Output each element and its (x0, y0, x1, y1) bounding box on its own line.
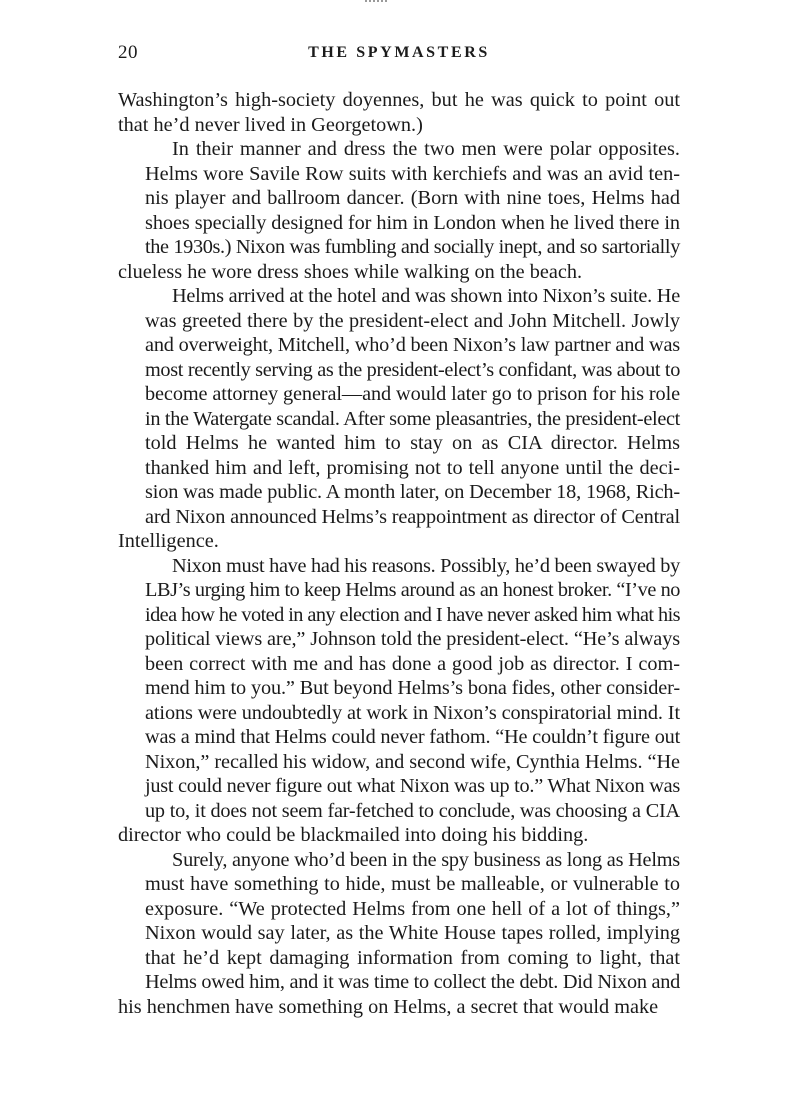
page-number: 20 (118, 42, 138, 63)
text-line: most recently serving as the president-elect’s confidant, was about to (145, 358, 680, 381)
text-line: LBJ’s urging him to keep Helms around as an honest broker. “I’ve no (145, 579, 680, 601)
text-line: become attorney general—and would later go to prison for his role (145, 383, 680, 405)
text-line: told Helms he wanted him to stay on as CIA director. Helms (145, 432, 680, 454)
text-line: sion was made public. A month later, on December 18, 1968, Rich- (145, 481, 680, 503)
text-line: in the Watergate scandal. After some pleasantries, the president-elect (145, 407, 680, 430)
text-line: been correct with me and has done a good job as director. I com- (145, 652, 680, 675)
paragraph (118, 848, 680, 1020)
text-line: that he’d never lived in Georgetown.) (118, 113, 423, 136)
text-line: In their manner and dress the two men were polar opposites. (172, 138, 680, 160)
text-line: that he’d kept damaging information from coming to light, that (145, 946, 680, 969)
paragraph (118, 284, 680, 554)
text-line: clueless he wore dress shoes while walking on the beach. (118, 260, 583, 283)
text-line: and overweight, Mitchell, who’d been Nixon’s law partner and was (145, 334, 680, 356)
text-line: Helms arrived at the hotel and was shown into Nixon’s suite. He (172, 285, 680, 307)
text-line: idea how he voted in any election and I have never asked him what his (145, 603, 680, 626)
paragraph (118, 88, 680, 137)
body-text (118, 88, 680, 1019)
crop-mark (365, 0, 387, 6)
paragraph (118, 137, 680, 284)
text-line: exposure. “We protected Helms from one hell of a lot of things,” (145, 897, 680, 920)
text-line: was a mind that Helms could never fathom. “He couldn’t figure out (145, 726, 680, 748)
text-line: ations were undoubtedly at work in Nixon’s conspiratorial mind. It (145, 701, 680, 724)
text-line: Surely, anyone who’d been in the spy business as long as Helms (172, 848, 680, 871)
text-line: just could never figure out what Nixon was up to.” What Nixon was (145, 775, 680, 797)
text-line: nis player and ballroom dancer. (Born with nine toes, Helms had (145, 187, 680, 209)
text-line: his henchmen have something on Helms, a secret that would make (118, 995, 659, 1018)
text-line: was greeted there by the president-elect and John Mitchell. Jowly (145, 309, 680, 332)
text-line: thanked him and left, promising not to tell anyone until the deci- (145, 456, 680, 479)
text-line: Helms owed him, and it was time to collect the debt. Did Nixon and (145, 971, 680, 993)
text-line: the 1930s.) Nixon was fumbling and socially inept, and so sartorially (145, 236, 680, 258)
paragraph (118, 554, 680, 848)
text-line: Nixon must have had his reasons. Possibly, he’d been swayed by (172, 554, 680, 577)
text-line: Intelligence. (118, 530, 219, 552)
running-head: THE SPYMASTERS (308, 44, 490, 61)
text-line: Washington’s high-society doyennes, but he was quick to point out (118, 89, 680, 111)
text-line: Helms wore Savile Row suits with kerchiefs and was an avid ten- (145, 162, 680, 185)
text-line: shoes specially designed for him in London when he lived there in (145, 211, 680, 234)
text-line: ard Nixon announced Helms’s reappointment as director of Central (145, 505, 680, 528)
text-line: mend him to you.” But beyond Helms’s bona fides, other consider- (145, 677, 680, 699)
text-line: must have something to hide, must be malleable, or vulnerable to (145, 873, 680, 895)
text-line: Nixon,” recalled his widow, and second wife, Cynthia Helms. “He (145, 750, 680, 773)
text-line: director who could be blackmailed into doing his bidding. (118, 824, 589, 846)
text-line: Nixon would say later, as the White House tapes rolled, implying (145, 922, 680, 944)
text-line: political views are,” Johnson told the president-elect. “He’s always (145, 628, 680, 650)
text-line: up to, it does not seem far-fetched to conclude, was choosing a CIA (145, 799, 680, 822)
page-header (118, 42, 680, 68)
